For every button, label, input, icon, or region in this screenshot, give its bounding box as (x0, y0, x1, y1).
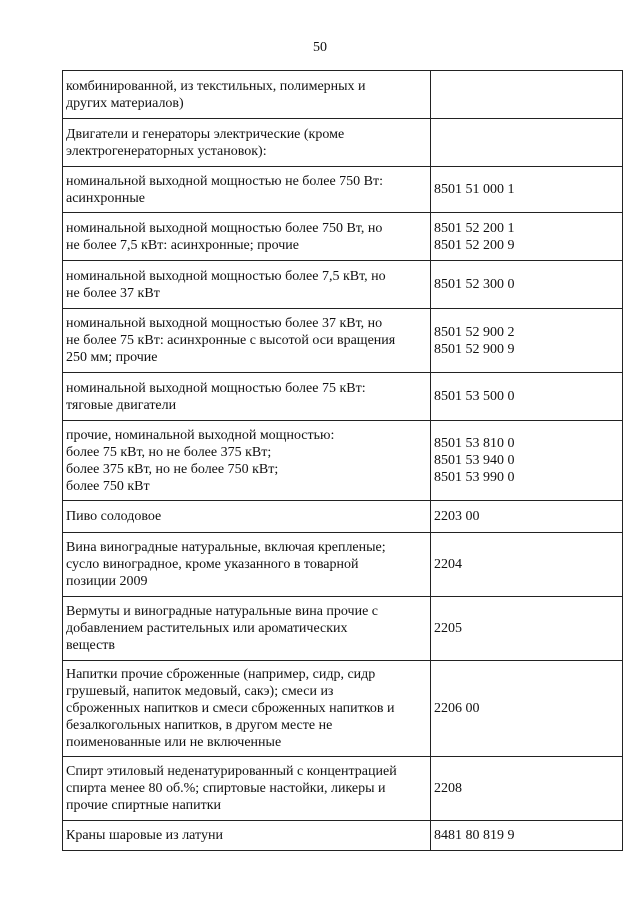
item-description-cell (63, 661, 431, 757)
page-number: 50 (313, 40, 327, 55)
tn-ved-code-cell (431, 597, 623, 661)
tn-ved-code-cell (431, 661, 623, 757)
description-line: сброженных напитков и смеси сброженных напитков и (66, 701, 395, 716)
description-line: не более 37 кВт (66, 285, 160, 301)
tn-ved-code: 8501 51 000 1 (434, 182, 515, 197)
tn-ved-code-cell (431, 261, 623, 309)
tn-ved-code-cell (431, 501, 623, 533)
description-line: электрогенераторных установок): (66, 143, 267, 159)
description-line: других материалов) (66, 95, 184, 111)
item-description-cell (63, 309, 431, 373)
description-line: веществ (66, 638, 116, 653)
table-row (63, 167, 623, 213)
description-line: более 375 кВт, но не более 750 кВт; (66, 461, 279, 477)
tn-ved-code-cell (431, 309, 623, 373)
description-line: Спирт этиловый неденатурированный с концентрацией (66, 764, 397, 779)
description-line: комбинированной, из текстильных, полимерных и (66, 78, 366, 94)
tn-ved-code: 8501 53 990 0 (434, 470, 515, 485)
table-row (63, 821, 623, 851)
table-row (63, 373, 623, 421)
description-line: тяговые двигатели (66, 397, 177, 413)
description-line: сусло виноградное, кроме указанного в товарной (66, 557, 359, 572)
tn-ved-code-cell (431, 213, 623, 261)
tn-ved-code: 8501 52 300 0 (434, 277, 515, 292)
item-description-cell (63, 597, 431, 661)
description-line: номинальной выходной мощностью более 37 кВт, но (66, 316, 383, 331)
table-row (63, 597, 623, 661)
item-description-cell (63, 821, 431, 851)
tn-ved-code: 8501 53 940 0 (434, 453, 515, 468)
tn-ved-code-cell (431, 373, 623, 421)
item-description-cell (63, 373, 431, 421)
description-line: асинхронные (66, 190, 146, 206)
description-line: номинальной выходной мощностью не более 750 Вт: (66, 173, 384, 189)
tn-ved-code: 2204 (434, 557, 462, 572)
tn-ved-code-cell (431, 533, 623, 597)
description-line: спирта менее 80 об.%; спиртовые настойки, ликеры и (66, 781, 386, 796)
goods-table-body (63, 71, 623, 851)
item-description-cell (63, 167, 431, 213)
item-description-cell (63, 533, 431, 597)
description-line: номинальной выходной мощностью более 750 Вт, но (66, 220, 383, 236)
description-line: грушевый, напиток медовый, сакэ); смеси из (66, 684, 334, 699)
table-row (63, 533, 623, 597)
item-description-cell (63, 261, 431, 309)
tn-ved-code-cell (431, 757, 623, 821)
tn-ved-code: 2208 (434, 781, 462, 796)
tn-ved-code: 8481 80 819 9 (434, 828, 515, 843)
tn-ved-code-cell (431, 167, 623, 213)
description-line: Краны шаровые из латуни (66, 828, 223, 843)
description-line: Пиво солодовое (66, 509, 162, 524)
tn-ved-code-cell (431, 821, 623, 851)
table-row (63, 71, 623, 119)
description-line: прочие, номинальной выходной мощностью: (66, 427, 335, 443)
description-line: позиции 2009 (66, 574, 148, 589)
item-description-cell (63, 421, 431, 501)
item-description-cell (63, 71, 431, 119)
description-line: более 75 кВт, но не более 375 кВт; (66, 444, 272, 460)
description-line: не более 75 кВт: асинхронные с высотой оси вращения (66, 333, 396, 348)
table-row (63, 213, 623, 261)
description-line: прочие спиртные напитки (66, 798, 222, 813)
table-row (63, 421, 623, 501)
item-description-cell (63, 119, 431, 167)
description-line: Напитки прочие сброженные (например, сидр, сидр (66, 667, 376, 682)
description-line: не более 7,5 кВт: асинхронные; прочие (66, 237, 299, 253)
tn-ved-code: 2205 (434, 621, 462, 636)
tn-ved-code: 8501 52 900 9 (434, 341, 515, 357)
tn-ved-code: 8501 53 500 0 (434, 389, 515, 404)
description-line: номинальной выходной мощностью более 7,5 кВт, но (66, 268, 386, 284)
description-line: Вина виноградные натуральные, включая крепленые; (66, 540, 386, 555)
item-description-cell (63, 757, 431, 821)
tn-ved-code-cell (431, 421, 623, 501)
description-line: Вермуты и виноградные натуральные вина прочие с (66, 604, 378, 619)
table-row (63, 661, 623, 757)
item-description-cell (63, 501, 431, 533)
description-line: Двигатели и генераторы электрические (кроме (66, 126, 345, 142)
description-line: 250 мм; прочие (66, 350, 158, 365)
description-line: более 750 кВт (66, 478, 150, 494)
table-row (63, 261, 623, 309)
table-row (63, 501, 623, 533)
tn-ved-code: 2203 00 (434, 509, 480, 524)
table-row (63, 757, 623, 821)
description-line: безалкогольных напитков, в другом месте не (66, 718, 333, 733)
goods-table (62, 70, 623, 851)
table-row (63, 119, 623, 167)
table-row (63, 309, 623, 373)
description-line: поименованные или не включенные (66, 735, 282, 750)
tn-ved-code: 8501 53 810 0 (434, 436, 515, 451)
tn-ved-code: 8501 52 200 9 (434, 237, 515, 253)
description-line: номинальной выходной мощностью более 75 кВт: (66, 380, 366, 396)
tn-ved-code: 8501 52 900 2 (434, 324, 515, 340)
tn-ved-code-cell (431, 119, 623, 167)
description-line: добавлением растительных или ароматических (66, 621, 348, 636)
tn-ved-code-cell (431, 71, 623, 119)
tn-ved-code: 2206 00 (434, 701, 480, 716)
tn-ved-code: 8501 52 200 1 (434, 220, 515, 236)
item-description-cell (63, 213, 431, 261)
